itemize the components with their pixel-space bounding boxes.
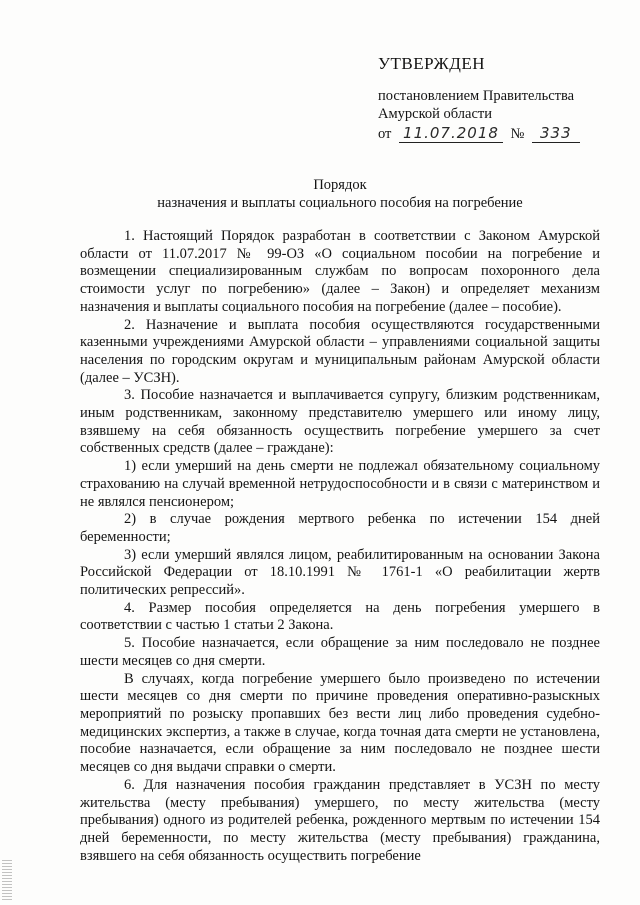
approval-line-decree: постановлением Правительства	[378, 88, 575, 104]
paragraph-3-item-2: 2) в случае рождения мертвого ребенка по истечении 154 дней беременности;	[80, 511, 600, 545]
document-title	[60, 176, 620, 212]
handwritten-date: 11.07.2018	[399, 124, 503, 143]
approval-stamp-block	[378, 55, 618, 143]
document-body	[80, 228, 600, 865]
paragraph-4: 4. Размер пособия определяется на день погребения умершего в соответствии с частью 1 статьи 2 Закона.	[80, 599, 600, 634]
paragraph-5-continuation: В случаях, когда погребение умершего было произведено по истечении шести месяцев со дня смерти по причине проведения оперативно-разыскных мероприятий по розыску пропавших без вести лиц либо проведения судебно-медицинских экспертиз, а также в случае, когда точная дата смерти не установлена, пособие назначается, если обращение за ним последовало не позднее шести месяцев со дня выдачи справки о смерти.	[80, 670, 600, 776]
handwritten-number: 333	[532, 124, 580, 143]
paragraph-3: 3. Пособие назначается и выплачивается супругу, близким родственникам, иным родственникам, законному представителю умершего или иному лицу, взявшему на себя обязанность осуществить погребение умершего за счет собственных средств (далее – граждане):	[80, 387, 600, 457]
approval-line-region: Амурской области	[378, 106, 492, 122]
paragraph-1: 1. Настоящий Порядок разработан в соответствии с Законом Амурской области от 11.07.2017 № 99-ОЗ «О социальном пособии на погребение и возмещении специализированным службам по вопросам похоронного дела стоимости услуг по погребению» (далее – Закон) и определяет механизм назначения и выплаты социального пособия на погребение (далее – пособие).	[80, 228, 600, 315]
paragraph-6: 6. Для назначения пособия гражданин представляет в УСЗН по месту жительства (месту пребывания) умершего, по месту жительства (месту пребывания) одного из родителей ребенка, рожденного мертвым по истечении 154 дней беременности, по месту жительства (месту пребывания) гражданина, взявшего на себя обязанность осуществить погребение	[80, 776, 600, 864]
scan-edge-mark	[2, 860, 12, 900]
title-line-subject: назначения и выплаты социального пособия на погребение	[157, 195, 523, 211]
approval-date-number-row	[378, 124, 618, 143]
approved-heading: УТВЕРЖДЕН	[378, 54, 485, 73]
paragraph-3-item-1: 1) если умерший на день смерти не подлежал обязательному социальному страхованию на случай временной нетрудоспособности и в связи с материнством и не являлся пенсионером;	[80, 458, 600, 510]
title-line-order: Порядок	[313, 177, 367, 193]
from-label: от	[378, 126, 392, 142]
paragraph-2: 2. Назначение и выплата пособия осуществляются государственными казенными учреждениями Амурской области – управлениями социальной защиты населения по городским округам и муниципальным районам Амурской области (далее – УСЗН).	[80, 316, 600, 386]
paragraph-5: 5. Пособие назначается, если обращение за ним последовало не позднее шести месяцев со дня смерти.	[80, 635, 600, 669]
number-label: №	[510, 126, 525, 142]
paragraph-3-item-3: 3) если умерший являлся лицом, реабилитированным на основании Закона Российской Федерации от 18.10.1991 № 1761-1 «О реабилитации жертв политических репрессий».	[80, 546, 600, 599]
